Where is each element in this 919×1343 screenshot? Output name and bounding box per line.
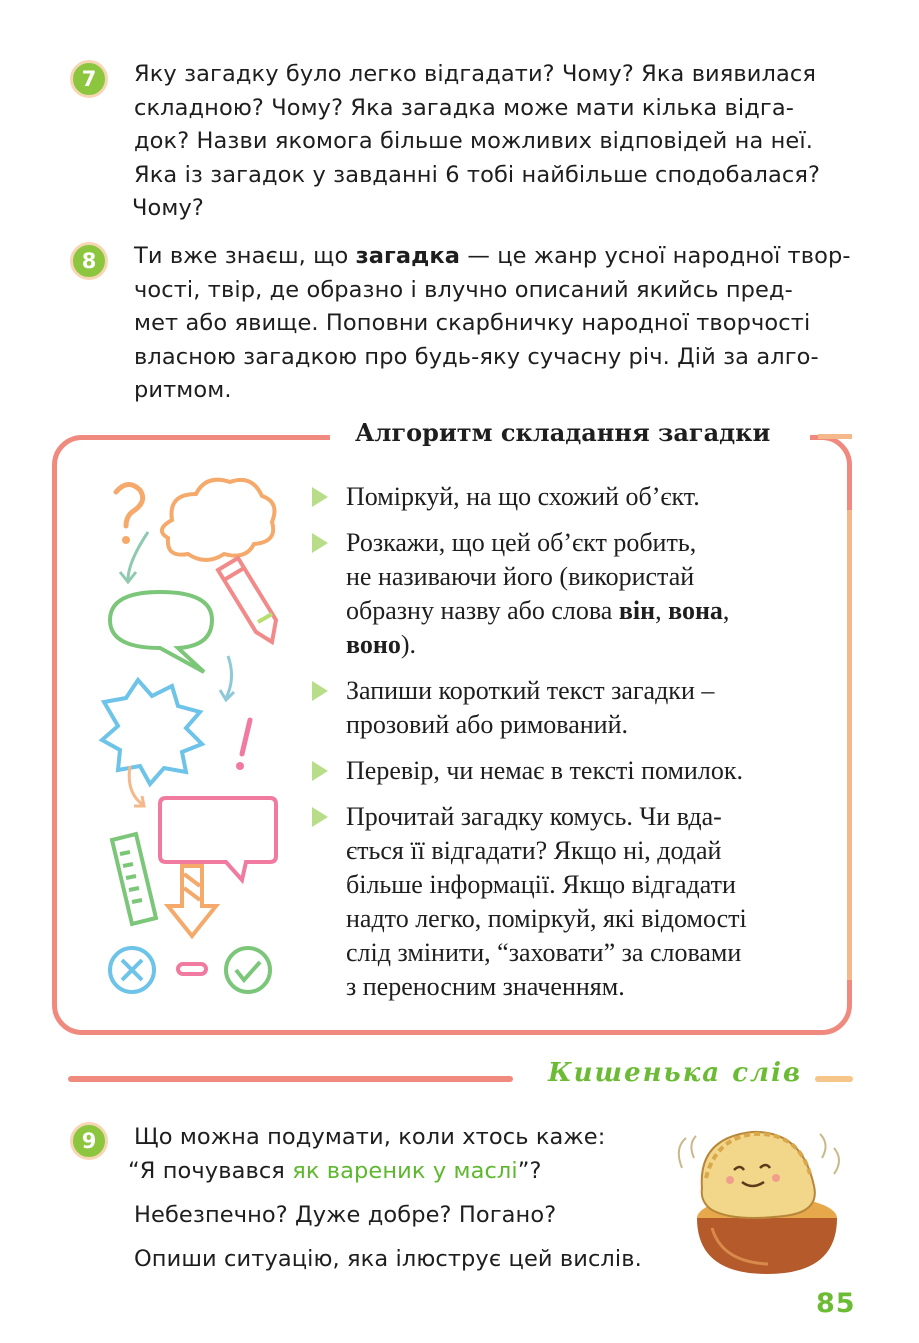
step-text: слід змінити, “заховати” за словами — [346, 938, 742, 967]
task-9-line: Опиши ситуацію, яка ілюструє цей вислів. — [134, 1246, 642, 1272]
check-circle-icon — [226, 948, 270, 992]
ruler-icon — [112, 834, 156, 924]
task-number: 9 — [81, 1129, 97, 1153]
down-arrow-icon — [168, 866, 216, 936]
task-9-line: Небезпечно? Дуже добре? Погано? — [134, 1202, 557, 1228]
task-number-badge — [70, 242, 108, 280]
text-span: ”? — [517, 1158, 542, 1184]
step-text — [346, 628, 832, 662]
doodle-illustration — [90, 470, 290, 1010]
task-7-line: складною? Чому? Яка загадка може мати кілька відга- — [134, 94, 794, 121]
step-text: більше інформації. Якщо відгадати — [346, 870, 736, 899]
algorithm-step — [312, 526, 832, 662]
text-span: “Я почувався — [128, 1158, 293, 1184]
text-span: , — [655, 596, 669, 625]
step-text: надто легко, поміркуй, які відомості — [346, 904, 747, 933]
bullet-triangle-icon — [312, 807, 328, 827]
step-text: Поміркуй, на що схожий об’єкт. — [346, 482, 700, 511]
text-span: , — [722, 596, 730, 625]
exclamation-icon — [236, 720, 250, 770]
task-9-text — [128, 1120, 674, 1286]
thought-cloud-icon — [162, 480, 275, 560]
pronoun-bold: воно — [346, 630, 401, 659]
task-number: 7 — [81, 67, 97, 91]
step-text — [346, 594, 832, 628]
algorithm-step — [312, 800, 832, 1004]
pronoun-bold: він — [618, 596, 656, 625]
pencil-icon — [218, 558, 276, 642]
task-8-line: ритмом. — [134, 377, 232, 403]
task-7-line: Яка із загадок у завданні 6 тобі найбільше сподобалася? — [134, 161, 821, 188]
starburst-icon — [102, 680, 202, 784]
task-8-line: власною загадкою про будь-яку сучасну річ. Дій за алго- — [134, 343, 819, 370]
task-7-line: док? Назви якомога більше можливих відповідей на неї. — [134, 128, 813, 154]
cross-circle-icon — [110, 948, 154, 992]
step-text: прозовий або римований. — [346, 710, 628, 739]
task-number-badge — [70, 1122, 108, 1160]
step-text: Перевір, чи немає в тексті помилок. — [346, 756, 743, 785]
quote-line — [128, 1154, 674, 1188]
step-text: з переносним значенням. — [346, 972, 625, 1001]
task-8-line: мет або явище. Поповни скарбничку народної творчості — [134, 310, 811, 336]
minus-icon — [178, 964, 206, 974]
title-rule — [818, 434, 852, 439]
arrow-icon — [128, 532, 148, 580]
task-number-badge — [70, 60, 108, 98]
task-7 — [70, 58, 870, 233]
bullet-triangle-icon — [312, 533, 328, 553]
step-text: Запиши короткий текст загадки – — [346, 676, 715, 705]
task-8-text — [134, 240, 866, 408]
section-divider — [815, 1076, 853, 1082]
step-text: не називаючи його (використай — [346, 562, 695, 591]
section-divider — [68, 1076, 513, 1082]
page-number: 85 — [816, 1288, 856, 1319]
bullet-triangle-icon — [312, 487, 328, 507]
algorithm-steps — [312, 480, 832, 1016]
algorithm-step — [312, 674, 832, 742]
task-7-text — [134, 58, 866, 226]
bullet-triangle-icon — [312, 681, 328, 701]
dumpling-in-butter-illustration — [672, 1118, 842, 1278]
task-9-line: Що можна подумати, коли хтось каже: — [134, 1124, 606, 1150]
step-text: Розкажи, що цей об’єкт робить, — [346, 528, 697, 557]
task-7-line: Яку загадку було легко відгадати? Чому? Яка виявилася — [134, 61, 816, 87]
pronoun-bold: вона — [668, 596, 723, 625]
step-text: ється її відгадати? Якщо ні, додай — [346, 836, 722, 865]
algorithm-step — [312, 754, 832, 788]
step-text: Прочитай загадку комусь. Чи вда- — [346, 802, 722, 831]
task-number: 8 — [81, 249, 97, 273]
text-span: образну назву або слова — [346, 596, 619, 625]
idiom-highlight: як вареник у маслі — [292, 1158, 518, 1184]
text-span: — це жанр усної народної твор- — [460, 243, 851, 269]
task-8 — [70, 240, 870, 415]
text-span: Ти вже знаєш, що — [134, 243, 356, 269]
bullet-triangle-icon — [312, 761, 328, 781]
question-mark-icon — [116, 484, 143, 544]
speech-bubble-icon — [110, 592, 212, 672]
section-title: Кишенька слів — [548, 1058, 803, 1088]
task-8-line — [134, 240, 866, 274]
algorithm-title: Алгоритм складання загадки — [355, 418, 771, 447]
term-bold: загадка — [355, 243, 461, 269]
algorithm-step — [312, 480, 832, 514]
task-7-line: Чому? — [132, 195, 204, 221]
text-span: ). — [400, 630, 417, 659]
speech-bubble-icon — [160, 798, 276, 880]
task-8-line: чості, твір, де образно і влучно описаний якийсь пред- — [134, 276, 793, 303]
